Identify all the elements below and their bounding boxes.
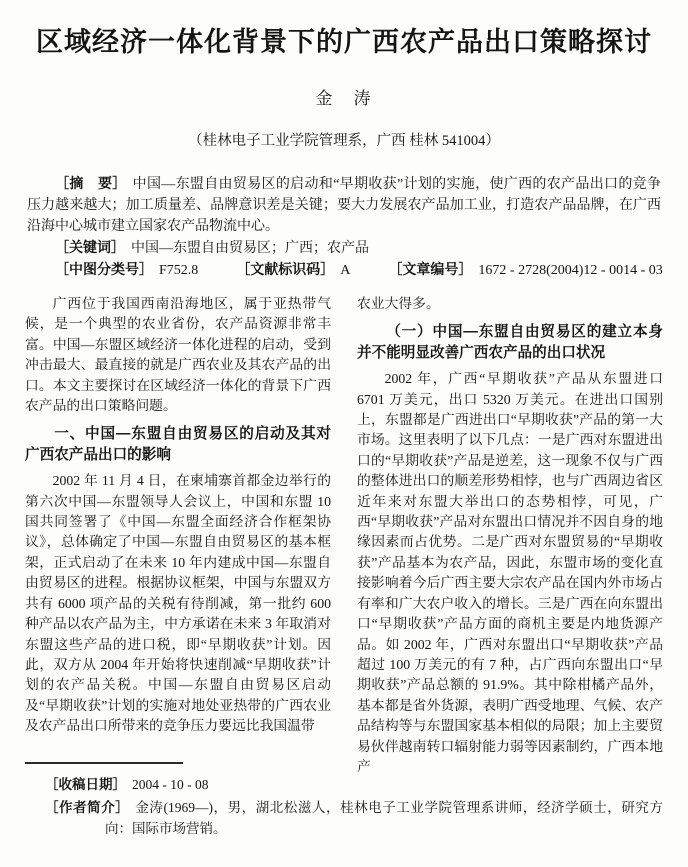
received-date-line <box>25 774 663 796</box>
author-bio-label: ［作者简介］ <box>45 799 130 815</box>
clc-label: ［中图分类号］ <box>55 261 153 277</box>
paper-title: 区域经济一体化背景下的广西农产品出口策略探讨 <box>36 27 652 57</box>
clc-value: F752.8 <box>159 263 199 278</box>
author-bio-text: 金涛(1969—)，男，湖北松滋人，桂林电子工业学院管理系讲师，经济学硕士，研究方向：国际市场营销。 <box>105 799 663 836</box>
body-columns <box>0 294 688 777</box>
meta-block <box>27 173 661 281</box>
keywords-label: ［关键词］ <box>55 239 125 255</box>
doc-code-group <box>236 259 350 281</box>
received-date-value: 2004 - 10 - 08 <box>132 777 209 792</box>
right-column <box>357 294 663 777</box>
intro-paragraph: 广西位于我国西南沿海地区，属于亚热带气候，是一个典型的农业省份，农产品资源非常丰富。中国—东盟区域经济一体化进程的启动，受到冲击最大、最直接的就是广西农业及其农产品的出口。本文主要探讨在区域经济一体化的背景下广西农产品的出口策略问题。 <box>25 296 331 414</box>
subsection-1-1-paragraph: 2002 年，广西“早期收获”产品从东盟进口 6701 万美元，出口 5320 万美元。在进出口国别上，东盟都是广西进出口“早期收获”产品的第一大市场。这里表明了以下几点：一是广西对东盟进出口的“早期收获”产品是逆差，这一现象不仅与广西的整体进出口的顺差形势相悖，也与广西周边省区近年来对东盟大举出口的态势相悖，可见，广西“早期收获”产品对东盟出口情况并不因自身的地缘因素而占优势。二是广西对东盟贸易的“早期收获”产品基本为农产品，因此，东盟市场的变化直接影响着今后广西主要大宗农产品在国内外市场占有率和广大农户收入的增长。三是广西在向东盟出口“早期收获”产品方面的商机主要是内地货源产品。如 2002 年，广西对东盟出口“早期收获”产品超过 100 万美元的有 7 种，占广西向东盟出口“早期收获”产品总额的 91.9%。其中除柑橘产品外，基本都是省外货源，表明广西受地理、气候、农产品结构等与东盟国家基本相似的局限；加上主要贸易伙伴越南转口辐射能力弱等因素制约，广西本地产 <box>357 371 663 774</box>
keywords-text: 中国—东盟自由贸易区；广西；农产品 <box>131 241 369 256</box>
author-affiliation: （桂林电子工业学院管理系，广西 桂林 541004） <box>188 133 500 149</box>
subsection-heading-1-1: （一）中国—东盟自由贸易区的建立本身并不能明显改善广西农产品的出口状况 <box>357 324 663 361</box>
doc-code-value: A <box>340 263 351 278</box>
section-1-paragraph: 2002 年 11 月 4 日，在柬埔寨首都金边举行的第六次中国—东盟领导人会议上，中国和东盟 10 国共同签署了《中国—东盟全面经济合作框架协议》，总体确定了中国—东盟自由贸易区的基本框架，正式启动了在未来 10 年内建成中国—东盟自由贸易区的进程。根据协议框架，中国与东盟双方共有 6000 项产品的关税有待削减，第一批约 600 种产品以农产品为主，中方承诺在未来 3 年取消对东盟这些产品的进口税，即“早期收获”计划。因此，双方从 2004 年开始将快速削减“早期收获”计划的农产品关税。中国—东盟自由贸易区启动及“早期收获”计划的实施对地处亚热带的广西农业及农产品出口所带来的竞争压力要远比我国温带 <box>25 473 331 734</box>
article-id-value: 1672 - 2728(2004)12 - 0014 - 03 <box>478 263 663 278</box>
abstract-text: 中国—东盟自由贸易区的启动和“早期收获”计划的实施，使广西的农产品出口的竞争压力越来越大；加工质量差、品牌意识差是关键；要大力发展农产品加工业，打造农产品品牌，在广西沿海中心城市建立国家农产品物流中心。 <box>27 177 661 234</box>
clc-group <box>55 259 198 281</box>
article-id-group <box>388 259 662 281</box>
keywords-line <box>27 237 661 259</box>
classification-line <box>27 259 661 281</box>
article-id-label: ［文章编号］ <box>388 261 473 277</box>
abstract-label: ［摘 要］ <box>55 175 127 191</box>
author-bio-line <box>25 797 663 840</box>
received-date-label: ［收稿日期］ <box>45 777 126 792</box>
footnote-divider <box>25 762 183 764</box>
section-heading-1: 一、中国—东盟自由贸易区的启动及其对广西农产品出口的影响 <box>25 426 331 463</box>
section-1-paragraph-continuation: 农业大得多。 <box>357 296 440 311</box>
footnote-block <box>0 762 688 840</box>
author-name: 金 涛 <box>315 89 373 108</box>
doc-code-label: ［文献标识码］ <box>236 261 335 277</box>
left-column <box>25 294 331 777</box>
abstract-paragraph <box>27 173 661 237</box>
